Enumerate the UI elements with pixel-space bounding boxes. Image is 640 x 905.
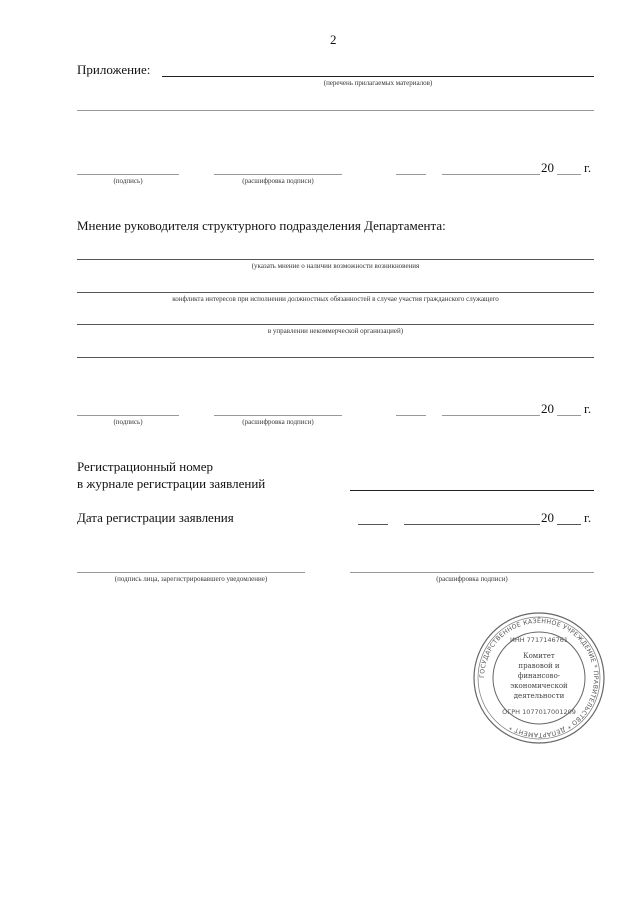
stamp-center-line-2: правовой и bbox=[518, 662, 560, 670]
opinion-line-1 bbox=[77, 259, 594, 260]
stamp-center-line-5: деятельности bbox=[513, 692, 565, 700]
opinion-caption-3: в управлении некоммерческой организацией) bbox=[267, 327, 404, 335]
signature-line-1 bbox=[77, 174, 179, 175]
stamp-ogrn: ОГРН 1077017001209 bbox=[502, 708, 576, 716]
year-line-1 bbox=[557, 174, 581, 175]
opinion-line-4 bbox=[77, 357, 594, 358]
reg-year-line bbox=[557, 524, 581, 525]
attachment-line-2 bbox=[77, 110, 594, 111]
reg-year-suffix: г. bbox=[584, 510, 592, 525]
decoding-caption-1: (расшифровка подписи) bbox=[242, 177, 314, 185]
registrant-signature-caption: (подпись лица, зарегистрировавшего уведомление) bbox=[114, 575, 268, 583]
day-line-2 bbox=[396, 415, 426, 416]
opinion-line-2 bbox=[77, 292, 594, 293]
page-number: 2 bbox=[330, 32, 337, 47]
signature-caption-2: (подпись) bbox=[113, 418, 143, 426]
signature-line-2 bbox=[77, 415, 179, 416]
year-line-2 bbox=[557, 415, 581, 416]
registrant-decoding-line bbox=[350, 572, 594, 573]
opinion-title: Мнение руководителя структурного подразделения Департамента: bbox=[77, 218, 446, 233]
year-suffix-1: г. bbox=[584, 160, 592, 175]
stamp-center-line-1: Комитет bbox=[523, 652, 555, 660]
registrant-decoding-caption: (расшифровка подписи) bbox=[436, 575, 508, 583]
reg-month-line bbox=[404, 524, 540, 525]
month-line-2 bbox=[442, 415, 540, 416]
decoding-line-1 bbox=[214, 174, 342, 175]
reg-day-line bbox=[358, 524, 388, 525]
opinion-line-3 bbox=[77, 324, 594, 325]
year-prefix-1: 20 bbox=[541, 160, 554, 175]
registration-number-label-1: Регистрационный номер bbox=[77, 459, 213, 474]
year-prefix-2: 20 bbox=[541, 401, 554, 416]
stamp-center-line-3: финансово- bbox=[517, 672, 561, 680]
stamp-ring-text: ГОСУДАРСТВЕННОЕ КАЗЁННОЕ УЧРЕЖДЕНИЕ * ПРАВИТЕЛЬСТВО * ДЕПАРТАМЕНТ * bbox=[478, 617, 600, 739]
day-line-1 bbox=[396, 174, 426, 175]
decoding-caption-2: (расшифровка подписи) bbox=[242, 418, 314, 426]
signature-caption-1: (подпись) bbox=[113, 177, 143, 185]
decoding-line-2 bbox=[214, 415, 342, 416]
attachment-caption: (перечень прилагаемых материалов) bbox=[323, 79, 433, 87]
stamp-seal bbox=[471, 610, 607, 746]
registration-date-label: Дата регистрации заявления bbox=[77, 510, 234, 525]
registration-number-label-2: в журнале регистрации заявлений bbox=[77, 476, 266, 491]
registration-number-line bbox=[350, 490, 594, 491]
stamp-center-line-4: экономической bbox=[510, 682, 568, 690]
attachment-line bbox=[162, 76, 594, 77]
opinion-caption-1: (указать мнение о наличии возможности возникновения bbox=[251, 262, 420, 270]
registrant-signature-line bbox=[77, 572, 305, 573]
stamp-inn: ИНН 7717146761 bbox=[509, 636, 569, 644]
month-line-1 bbox=[442, 174, 540, 175]
opinion-caption-2: конфликта интересов при исполнении должностных обязанностей в случае участия гражданского служащего bbox=[172, 295, 499, 303]
attachment-label: Приложение: bbox=[77, 62, 151, 77]
year-suffix-2: г. bbox=[584, 401, 592, 416]
reg-year-prefix: 20 bbox=[541, 510, 554, 525]
